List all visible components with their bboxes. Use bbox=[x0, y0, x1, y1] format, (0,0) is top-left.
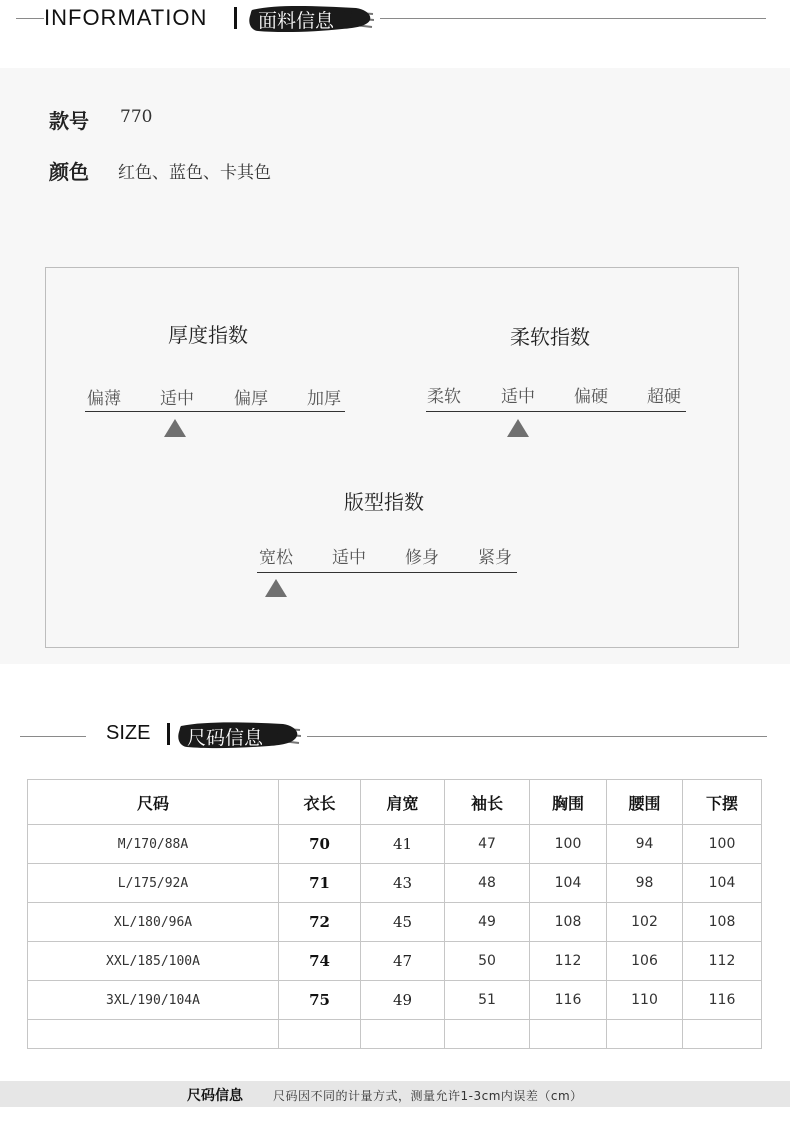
table-cell: 98 bbox=[607, 864, 683, 903]
table-row bbox=[28, 825, 762, 864]
thickness-option: 偏薄 bbox=[87, 389, 121, 409]
table-cell bbox=[28, 1020, 279, 1049]
header-separator bbox=[234, 7, 237, 29]
softness-marker-icon bbox=[507, 419, 529, 437]
table-cell: 102 bbox=[607, 903, 683, 942]
header-rule-left bbox=[16, 18, 44, 19]
table-cell: 108 bbox=[530, 903, 607, 942]
table-cell: 112 bbox=[530, 942, 607, 981]
softness-option: 偏硬 bbox=[574, 387, 608, 407]
table-cell: 75 bbox=[279, 981, 361, 1020]
fabric-index-box bbox=[45, 267, 739, 648]
softness-index-title: 柔软指数 bbox=[510, 325, 590, 349]
column-header: 胸围 bbox=[530, 780, 607, 825]
thickness-option: 适中 bbox=[160, 389, 194, 409]
table-cell: 49 bbox=[361, 981, 445, 1020]
table-cell: 108 bbox=[683, 903, 762, 942]
table-row bbox=[28, 981, 762, 1020]
column-header: 衣长 bbox=[279, 780, 361, 825]
table-cell: 104 bbox=[683, 864, 762, 903]
fit-scale-line bbox=[257, 572, 517, 573]
style-number-label: 款号 bbox=[49, 109, 89, 133]
table-cell: 116 bbox=[683, 981, 762, 1020]
thickness-option: 加厚 bbox=[307, 389, 341, 409]
size-rule-left bbox=[20, 736, 86, 737]
table-cell bbox=[279, 1020, 361, 1049]
thickness-scale-line bbox=[85, 411, 345, 412]
table-cell: 70 bbox=[279, 825, 361, 864]
column-header: 肩宽 bbox=[361, 780, 445, 825]
table-cell bbox=[683, 1020, 762, 1049]
table-cell: L/175/92A bbox=[28, 864, 279, 903]
fit-marker-icon bbox=[265, 579, 287, 597]
table-cell: 71 bbox=[279, 864, 361, 903]
table-cell: 100 bbox=[683, 825, 762, 864]
column-header: 下摆 bbox=[683, 780, 762, 825]
table-cell: 74 bbox=[279, 942, 361, 981]
header-rule-right bbox=[380, 18, 766, 19]
column-header: 腰围 bbox=[607, 780, 683, 825]
fit-index-title: 版型指数 bbox=[344, 490, 424, 514]
table-cell: 100 bbox=[530, 825, 607, 864]
thickness-index-title: 厚度指数 bbox=[168, 323, 248, 347]
table-cell: 110 bbox=[607, 981, 683, 1020]
table-cell: XXL/185/100A bbox=[28, 942, 279, 981]
table-row bbox=[28, 903, 762, 942]
fit-option: 紧身 bbox=[478, 548, 512, 568]
table-cell: 41 bbox=[361, 825, 445, 864]
table-cell: 49 bbox=[445, 903, 530, 942]
information-heading-cn: 面料信息 bbox=[258, 10, 335, 32]
footer-label: 尺码信息 bbox=[187, 1088, 243, 1104]
fit-option: 修身 bbox=[405, 548, 439, 568]
table-cell: 116 bbox=[530, 981, 607, 1020]
softness-option: 适中 bbox=[501, 387, 535, 407]
column-header: 尺码 bbox=[28, 780, 279, 825]
table-cell: 51 bbox=[445, 981, 530, 1020]
softness-scale-line bbox=[426, 411, 686, 412]
table-cell: 104 bbox=[530, 864, 607, 903]
softness-option: 柔软 bbox=[427, 387, 461, 407]
table-cell: 45 bbox=[361, 903, 445, 942]
table-row bbox=[28, 942, 762, 981]
table-cell: M/170/88A bbox=[28, 825, 279, 864]
fit-option: 适中 bbox=[332, 548, 366, 568]
size-rule-right bbox=[307, 736, 767, 737]
softness-option: 超硬 bbox=[647, 387, 681, 407]
table-cell bbox=[530, 1020, 607, 1049]
color-value: 红色、蓝色、卡其色 bbox=[118, 163, 271, 183]
table-cell: 72 bbox=[279, 903, 361, 942]
fit-option: 宽松 bbox=[259, 548, 293, 568]
size-heading-cn: 尺码信息 bbox=[187, 727, 264, 749]
table-cell: 47 bbox=[445, 825, 530, 864]
table-cell: 47 bbox=[361, 942, 445, 981]
table-cell: 50 bbox=[445, 942, 530, 981]
table-cell: XL/180/96A bbox=[28, 903, 279, 942]
table-cell: 48 bbox=[445, 864, 530, 903]
thickness-option: 偏厚 bbox=[234, 389, 268, 409]
table-cell: 3XL/190/104A bbox=[28, 981, 279, 1020]
footer-note: 尺码因不同的计量方式，测量允许1-3cm内误差（cm） bbox=[273, 1089, 583, 1103]
table-cell bbox=[361, 1020, 445, 1049]
table-row-empty bbox=[28, 1020, 762, 1049]
color-label: 颜色 bbox=[49, 160, 89, 184]
table-header-row bbox=[28, 780, 762, 825]
information-heading: INFORMATION bbox=[44, 5, 208, 30]
table-cell: 106 bbox=[607, 942, 683, 981]
size-heading: SIZE bbox=[106, 722, 151, 744]
thickness-marker-icon bbox=[164, 419, 186, 437]
size-header-separator bbox=[167, 723, 170, 745]
table-cell: 43 bbox=[361, 864, 445, 903]
table-cell bbox=[445, 1020, 530, 1049]
table-cell bbox=[607, 1020, 683, 1049]
table-row bbox=[28, 864, 762, 903]
table-cell: 94 bbox=[607, 825, 683, 864]
table-cell: 112 bbox=[683, 942, 762, 981]
size-table bbox=[27, 779, 762, 1049]
column-header: 袖长 bbox=[445, 780, 530, 825]
style-number-value: 770 bbox=[120, 107, 153, 127]
